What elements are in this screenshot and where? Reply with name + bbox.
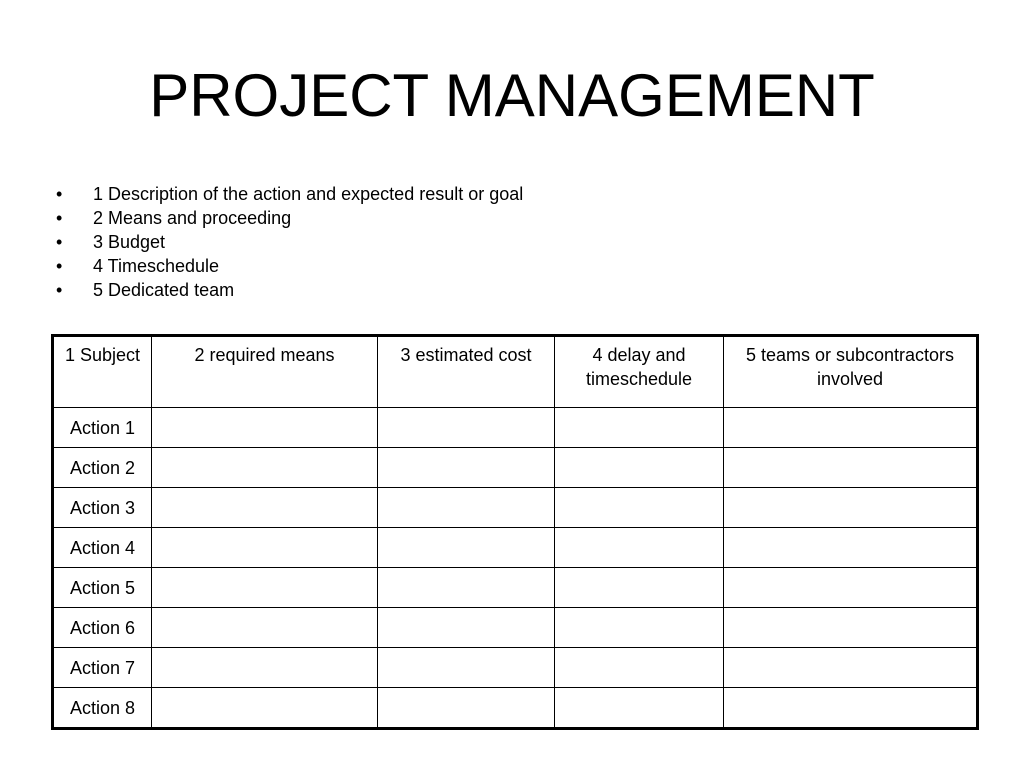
table-cell [152, 488, 378, 528]
table-cell-subject: Action 1 [53, 408, 152, 448]
header-required-means: 2 required means [152, 336, 378, 408]
table-cell [724, 528, 978, 568]
table-row [53, 608, 978, 648]
header-teams-subcontractors: 5 teams or subcontractors involved [724, 336, 978, 408]
table-cell [378, 488, 555, 528]
table-cell [378, 448, 555, 488]
table-cell [378, 528, 555, 568]
list-item-text: 1 Description of the action and expected result or goal [93, 184, 524, 204]
table-row [53, 688, 978, 729]
table-cell [152, 528, 378, 568]
list-item-text: 2 Means and proceeding [93, 208, 292, 228]
table-row [53, 408, 978, 448]
header-delay-timeschedule: 4 delay and timeschedule [555, 336, 724, 408]
table-row [53, 488, 978, 528]
list-item [56, 254, 523, 278]
table-cell [152, 448, 378, 488]
bullet-list [56, 182, 523, 302]
table-cell [724, 568, 978, 608]
table-cell [555, 488, 724, 528]
table-cell [378, 608, 555, 648]
table-cell [378, 568, 555, 608]
bullet-marker: • [56, 232, 63, 252]
table-cell [555, 608, 724, 648]
table-cell-subject: Action 7 [53, 648, 152, 688]
header-estimated-cost: 3 estimated cost [378, 336, 555, 408]
table-cell [724, 608, 978, 648]
table-row [53, 648, 978, 688]
bullet-marker: • [56, 256, 63, 276]
table-cell-subject: Action 8 [53, 688, 152, 729]
list-item [56, 278, 523, 302]
table-row [53, 568, 978, 608]
planning-table [51, 334, 979, 730]
table-cell [152, 608, 378, 648]
table-cell [555, 408, 724, 448]
page-title: PROJECT MANAGEMENT [149, 62, 875, 129]
table-cell [724, 488, 978, 528]
table-cell-subject: Action 5 [53, 568, 152, 608]
list-item-text: 5 Dedicated team [93, 280, 235, 300]
table-cell [555, 648, 724, 688]
list-item [56, 182, 523, 206]
list-item [56, 230, 523, 254]
bullet-marker: • [56, 280, 63, 300]
list-item-text: 3 Budget [93, 232, 166, 252]
bullet-marker: • [56, 184, 63, 204]
table-cell-subject: Action 6 [53, 608, 152, 648]
header-subject: 1 Subject [53, 336, 152, 408]
table-cell [152, 408, 378, 448]
table-cell [724, 648, 978, 688]
bullet-marker: • [56, 208, 63, 228]
table-cell [378, 648, 555, 688]
table-cell [152, 648, 378, 688]
table-header-row [53, 336, 978, 408]
table-row [53, 528, 978, 568]
table-cell-subject: Action 3 [53, 488, 152, 528]
table-cell [152, 568, 378, 608]
table-cell [555, 568, 724, 608]
table-cell-subject: Action 4 [53, 528, 152, 568]
table-cell [724, 408, 978, 448]
table-cell-subject: Action 2 [53, 448, 152, 488]
list-item [56, 206, 523, 230]
table-cell [378, 688, 555, 729]
table-cell [724, 448, 978, 488]
table-row [53, 448, 978, 488]
table-cell [378, 408, 555, 448]
table-cell [555, 688, 724, 729]
table-cell [555, 528, 724, 568]
list-item-text: 4 Timeschedule [93, 256, 220, 276]
table-cell [724, 688, 978, 729]
table-cell [555, 448, 724, 488]
table-cell [152, 688, 378, 729]
